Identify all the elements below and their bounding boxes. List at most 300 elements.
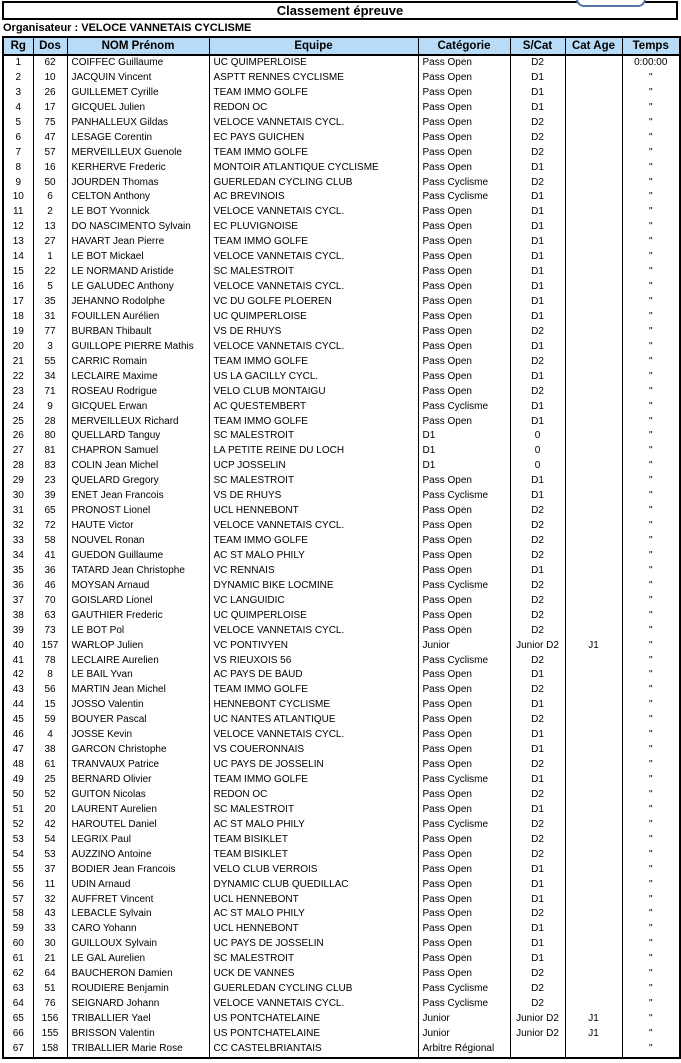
cell-cat-age [565,743,622,758]
cell-categorie: Pass Open [418,415,510,430]
cell-temps: " [622,922,680,937]
cell-temps: " [622,250,680,265]
cell-categorie: Pass Open [418,937,510,952]
cell-temps: " [622,1012,680,1027]
cell-temps: " [622,534,680,549]
cell-cat-age [565,624,622,639]
cell-dos: 56 [33,683,67,698]
cell-nom-prenom: MARTIN Jean Michel [67,683,209,698]
cell-nom-prenom: TRIBALLIER Marie Rose [67,1042,209,1058]
cell-scat: D1 [510,893,565,908]
cell-scat: D2 [510,654,565,669]
cell-equipe: AC PAYS DE BAUD [209,668,418,683]
cell-nom-prenom: LECLAIRE Aurelien [67,654,209,669]
cell-categorie: Pass Open [418,893,510,908]
table-row [3,444,680,459]
cell-temps: " [622,758,680,773]
table-row [3,459,680,474]
cell-equipe: SC MALESTROIT [209,474,418,489]
cell-nom-prenom: TATARD Jean Christophe [67,564,209,579]
cell-cat-age [565,1042,622,1058]
cell-rg: 24 [3,400,33,415]
cell-scat: D2 [510,385,565,400]
column-header-categorie: Catégorie [418,37,510,55]
table-row [3,758,680,773]
cell-dos: 51 [33,982,67,997]
cell-cat-age [565,205,622,220]
cell-nom-prenom: BAUCHERON Damien [67,967,209,982]
cell-categorie: Pass Open [418,609,510,624]
cell-equipe: REDON OC [209,788,418,803]
cell-rg: 3 [3,86,33,101]
cell-cat-age [565,101,622,116]
cell-nom-prenom: GUILLOUX Sylvain [67,937,209,952]
cell-dos: 2 [33,205,67,220]
cell-rg: 33 [3,534,33,549]
cell-nom-prenom: LE BOT Pol [67,624,209,639]
cell-temps: " [622,997,680,1012]
cell-temps: " [622,878,680,893]
cell-rg: 55 [3,863,33,878]
table-row [3,1042,680,1058]
cell-cat-age [565,385,622,400]
cell-rg: 64 [3,997,33,1012]
cell-temps: " [622,668,680,683]
cell-cat-age [565,698,622,713]
cell-rg: 63 [3,982,33,997]
cell-dos: 32 [33,893,67,908]
cell-cat-age [565,280,622,295]
cell-temps: " [622,131,680,146]
cell-dos: 52 [33,788,67,803]
cell-cat-age [565,146,622,161]
table-row [3,86,680,101]
cell-cat-age [565,982,622,997]
cell-dos: 31 [33,310,67,325]
table-row [3,116,680,131]
cell-rg: 56 [3,878,33,893]
table-row [3,176,680,191]
cell-dos: 17 [33,101,67,116]
cell-categorie: Pass Open [418,340,510,355]
cell-temps: " [622,415,680,430]
cell-scat: D1 [510,564,565,579]
cell-categorie: Pass Open [418,848,510,863]
cell-equipe: UC PAYS DE JOSSELIN [209,937,418,952]
cell-nom-prenom: KERHERVE Frederic [67,161,209,176]
cell-equipe: SC MALESTROIT [209,803,418,818]
cell-categorie: Pass Open [418,250,510,265]
cell-dos: 76 [33,997,67,1012]
cell-temps: " [622,400,680,415]
column-header-rg: Rg [3,37,33,55]
cell-equipe: SC MALESTROIT [209,265,418,280]
cell-nom-prenom: LAURENT Aurelien [67,803,209,818]
cell-nom-prenom: ROSEAU Rodrigue [67,385,209,400]
cell-equipe: GUERLEDAN CYCLING CLUB [209,176,418,191]
cell-dos: 50 [33,176,67,191]
cell-categorie: Pass Open [418,220,510,235]
table-row [3,549,680,564]
table-row [3,519,680,534]
cell-equipe: TEAM IMMO GOLFE [209,146,418,161]
cell-dos: 73 [33,624,67,639]
cell-equipe: VC RENNAIS [209,564,418,579]
table-row [3,325,680,340]
cell-dos: 5 [33,280,67,295]
cell-temps: " [622,280,680,295]
cell-cat-age [565,340,622,355]
column-header-equipe: Equipe [209,37,418,55]
cell-scat: D2 [510,818,565,833]
cell-scat: D1 [510,489,565,504]
cell-nom-prenom: HAROUTEL Daniel [67,818,209,833]
cell-dos: 63 [33,609,67,624]
cell-temps: " [622,594,680,609]
cell-scat: D2 [510,997,565,1012]
cell-scat: D1 [510,668,565,683]
cell-categorie: Pass Open [418,131,510,146]
cell-equipe: VS DE RHUYS [209,489,418,504]
cell-rg: 50 [3,788,33,803]
cell-rg: 19 [3,325,33,340]
cell-nom-prenom: GICQUEL Erwan [67,400,209,415]
table-row [3,982,680,997]
cell-nom-prenom: LEBACLE Sylvain [67,907,209,922]
cell-dos: 6 [33,190,67,205]
table-row [3,967,680,982]
cell-equipe: TEAM IMMO GOLFE [209,415,418,430]
cell-scat: D1 [510,922,565,937]
cell-nom-prenom: LEGRIX Paul [67,833,209,848]
cell-categorie: Pass Open [418,146,510,161]
cell-dos: 61 [33,758,67,773]
cell-cat-age [565,773,622,788]
cell-cat-age [565,609,622,624]
cell-rg: 5 [3,116,33,131]
cell-nom-prenom: LE BOT Yvonnick [67,205,209,220]
cell-nom-prenom: PRONOST Lionel [67,504,209,519]
cell-dos: 80 [33,429,67,444]
cell-rg: 60 [3,937,33,952]
cell-categorie: Junior [418,1012,510,1027]
cell-scat: D1 [510,295,565,310]
cell-scat: D2 [510,788,565,803]
cell-dos: 28 [33,415,67,430]
cell-scat: Junior D2 [510,1027,565,1042]
cell-scat: D2 [510,683,565,698]
cell-scat: 0 [510,459,565,474]
cell-cat-age [565,116,622,131]
cell-cat-age [565,176,622,191]
cell-categorie: Pass Open [418,907,510,922]
cell-nom-prenom: CARO Yohann [67,922,209,937]
cell-categorie: Arbitre Régional [418,1042,510,1058]
cell-categorie: Junior [418,1027,510,1042]
cell-rg: 8 [3,161,33,176]
cell-scat: D2 [510,609,565,624]
cell-categorie: Pass Open [418,101,510,116]
cell-categorie: Pass Cyclisme [418,579,510,594]
cell-rg: 18 [3,310,33,325]
cell-scat: D2 [510,355,565,370]
cell-cat-age [565,863,622,878]
cell-categorie: D1 [418,444,510,459]
cell-cat-age [565,788,622,803]
cell-nom-prenom: PANHALLEUX Gildas [67,116,209,131]
cell-scat: D1 [510,250,565,265]
cell-cat-age [565,310,622,325]
cell-nom-prenom: GUEDON Guillaume [67,549,209,564]
cell-nom-prenom: GARCON Christophe [67,743,209,758]
cell-categorie: Pass Open [418,235,510,250]
cell-nom-prenom: LE BAIL Yvan [67,668,209,683]
cell-categorie: Pass Open [418,549,510,564]
table-row [3,280,680,295]
cell-categorie: Pass Open [418,534,510,549]
cell-equipe: DYNAMIC CLUB QUEDILLAC [209,878,418,893]
cell-temps: " [622,818,680,833]
table-row [3,355,680,370]
cell-equipe: VELOCE VANNETAIS CYCL. [209,728,418,743]
cell-rg: 9 [3,176,33,191]
cell-dos: 38 [33,743,67,758]
cell-rg: 12 [3,220,33,235]
cell-scat: D1 [510,803,565,818]
cell-temps: " [622,624,680,639]
cell-cat-age [565,71,622,86]
cell-categorie: Pass Open [418,728,510,743]
cell-rg: 11 [3,205,33,220]
cell-nom-prenom: HAVART Jean Pierre [67,235,209,250]
cell-rg: 26 [3,429,33,444]
cell-equipe: VC LANGUIDIC [209,594,418,609]
cell-scat: Junior D2 [510,639,565,654]
table-row [3,728,680,743]
cell-dos: 21 [33,952,67,967]
cell-temps: " [622,564,680,579]
cell-cat-age [565,161,622,176]
cell-cat-age [565,833,622,848]
table-row [3,1012,680,1027]
cell-scat: D1 [510,340,565,355]
cell-rg: 44 [3,698,33,713]
cell-categorie: Pass Open [418,788,510,803]
cell-dos: 54 [33,833,67,848]
cell-cat-age [565,265,622,280]
cell-nom-prenom: QUELLARD Tanguy [67,429,209,444]
table-row [3,952,680,967]
table-row [3,997,680,1012]
cell-nom-prenom: BRISSON Valentin [67,1027,209,1042]
cell-rg: 40 [3,639,33,654]
cell-categorie: D1 [418,429,510,444]
cell-temps: " [622,190,680,205]
cell-scat: D1 [510,161,565,176]
cell-cat-age [565,728,622,743]
cell-categorie: Pass Open [418,833,510,848]
cell-equipe: TEAM IMMO GOLFE [209,86,418,101]
cell-equipe: UC PAYS DE JOSSELIN [209,758,418,773]
cell-temps: " [622,803,680,818]
cell-equipe: VELOCE VANNETAIS CYCL. [209,997,418,1012]
cell-equipe: TEAM BISIKLET [209,833,418,848]
cell-temps: " [622,444,680,459]
table-row [3,713,680,728]
cell-dos: 158 [33,1042,67,1058]
cell-scat: D1 [510,863,565,878]
cell-equipe: VELOCE VANNETAIS CYCL. [209,519,418,534]
cell-equipe: US PONTCHATELAINE [209,1027,418,1042]
cell-rg: 17 [3,295,33,310]
cell-temps: " [622,1042,680,1058]
cell-categorie: Pass Open [418,370,510,385]
cell-cat-age [565,429,622,444]
table-row [3,131,680,146]
cell-categorie: Pass Open [418,594,510,609]
cell-cat-age [565,594,622,609]
cell-cat-age [565,86,622,101]
cell-scat: D1 [510,280,565,295]
cell-nom-prenom: JOSSO Valentin [67,698,209,713]
cell-temps: " [622,235,680,250]
title-box [2,1,678,20]
cell-rg: 29 [3,474,33,489]
cell-equipe: VC DU GOLFE PLOEREN [209,295,418,310]
cell-cat-age [565,250,622,265]
table-row [3,788,680,803]
table-row [3,190,680,205]
cell-cat-age [565,415,622,430]
cell-categorie: Pass Open [418,265,510,280]
cell-equipe: ASPTT RENNES CYCLISME [209,71,418,86]
cell-categorie: Pass Cyclisme [418,489,510,504]
table-row [3,639,680,654]
cell-equipe: VELOCE VANNETAIS CYCL. [209,280,418,295]
cell-categorie: Pass Cyclisme [418,190,510,205]
cell-rg: 30 [3,489,33,504]
table-row [3,624,680,639]
cell-nom-prenom: TRIBALLIER Yael [67,1012,209,1027]
cell-equipe: GUERLEDAN CYCLING CLUB [209,982,418,997]
cell-rg: 22 [3,370,33,385]
cell-rg: 10 [3,190,33,205]
cell-dos: 42 [33,818,67,833]
cell-scat: D1 [510,190,565,205]
cell-categorie: D1 [418,459,510,474]
cell-scat: D1 [510,86,565,101]
cell-categorie: Pass Open [418,683,510,698]
table-row [3,474,680,489]
cell-cat-age [565,654,622,669]
cell-temps: " [622,86,680,101]
cell-rg: 58 [3,907,33,922]
cell-cat-age [565,579,622,594]
cell-cat-age [565,55,622,71]
organisateur-label: Organisateur : [3,22,79,34]
cell-nom-prenom: LE GAL Aurelien [67,952,209,967]
cell-rg: 28 [3,459,33,474]
column-header-temps: Temps [622,37,680,55]
cell-cat-age [565,235,622,250]
cell-equipe: EC PLUVIGNOISE [209,220,418,235]
table-row [3,1027,680,1042]
cell-cat-age: J1 [565,1012,622,1027]
results-table [2,36,681,1059]
cell-cat-age [565,444,622,459]
cell-temps: " [622,982,680,997]
cell-cat-age [565,713,622,728]
table-row [3,668,680,683]
cell-equipe: TEAM BISIKLET [209,848,418,863]
column-header-cat-age: Cat Age [565,37,622,55]
cell-rg: 41 [3,654,33,669]
cell-nom-prenom: AUFFRET Vincent [67,893,209,908]
cell-dos: 26 [33,86,67,101]
table-row [3,220,680,235]
cell-rg: 62 [3,967,33,982]
cell-scat: D1 [510,415,565,430]
cell-cat-age [565,400,622,415]
cell-dos: 16 [33,161,67,176]
cell-temps: " [622,519,680,534]
cell-equipe: TEAM IMMO GOLFE [209,683,418,698]
cell-equipe: UCL HENNEBONT [209,922,418,937]
cell-dos: 9 [33,400,67,415]
cell-dos: 70 [33,594,67,609]
cell-dos: 43 [33,907,67,922]
cell-temps: " [622,863,680,878]
cell-temps: " [622,116,680,131]
cell-cat-age [565,952,622,967]
table-row [3,415,680,430]
cell-dos: 81 [33,444,67,459]
cell-temps: " [622,370,680,385]
cell-scat: D1 [510,728,565,743]
cell-nom-prenom: SEIGNARD Johann [67,997,209,1012]
table-header [3,37,680,55]
cell-cat-age [565,683,622,698]
cell-equipe: VELOCE VANNETAIS CYCL. [209,250,418,265]
cell-scat: D2 [510,907,565,922]
cell-equipe: VELOCE VANNETAIS CYCL. [209,205,418,220]
cell-temps: " [622,788,680,803]
cell-dos: 39 [33,489,67,504]
cell-scat: D2 [510,594,565,609]
cell-dos: 27 [33,235,67,250]
cropped-top-right-button[interactable] [576,0,646,7]
cell-dos: 65 [33,504,67,519]
cell-nom-prenom: CELTON Anthony [67,190,209,205]
cell-equipe: VC PONTIVYEN [209,639,418,654]
cell-temps: " [622,773,680,788]
table-row [3,385,680,400]
cell-categorie: Pass Open [418,698,510,713]
cell-scat: D2 [510,176,565,191]
cell-categorie: Pass Open [418,474,510,489]
cell-dos: 20 [33,803,67,818]
cell-nom-prenom: LECLAIRE Maxime [67,370,209,385]
cell-rg: 59 [3,922,33,937]
cell-equipe: HENNEBONT CYCLISME [209,698,418,713]
cell-equipe: AC ST MALO PHILY [209,818,418,833]
cell-cat-age [565,489,622,504]
cell-cat-age [565,818,622,833]
cell-categorie: Pass Open [418,205,510,220]
cell-rg: 66 [3,1027,33,1042]
cell-categorie: Pass Open [418,564,510,579]
cell-dos: 36 [33,564,67,579]
